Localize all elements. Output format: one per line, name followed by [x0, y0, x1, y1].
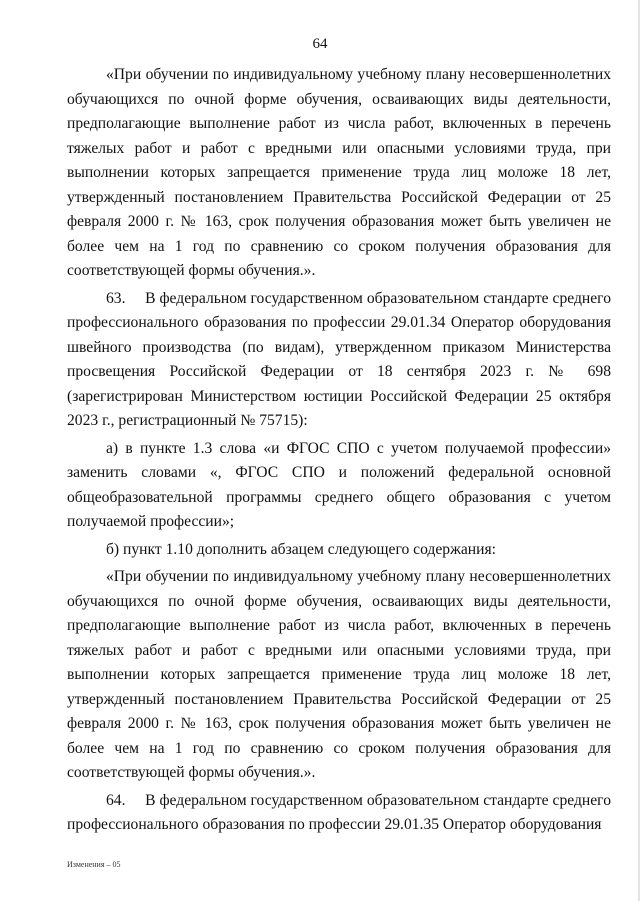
page-number: 64 [312, 36, 328, 52]
footer-note: Изменения – 05 [67, 860, 121, 869]
paragraph-quote-amendment-1: «При обучении по индивидуальному учебному плану несовершеннолетних обучающихся по очной форме обучения, осваивающих виды деятельности, предполагающие выполнение работ из числа работ, включенных в перечень тяжелых работ и работ с вредными или опасными условиями труда, при выполнении которых запрещается применение труда лиц моложе 18 лет, утвержденный постановлением Правительства Российской Федерации от 25 февраля 2000 г. № 163, срок получения образования может быть увеличен не более чем на 1 год по сравнению со сроком получения образования для соответствующей формы обучения.». [67, 66, 611, 279]
paragraph-item-63: 63. В федеральном государственном образовательном стандарте среднего профессионального образования по профессии 29.01.34 Оператор оборудования швейного производства (по видам), утвержденном приказом Министерства просвещения Российской Федерации от 18 сентября 2023 г. № 698 (зарегистрирован Министерством юстиции Российской Федерации 25 октября 2023 г., регистрационный № 75715): [67, 289, 611, 429]
paragraph-subitem-a: а) в пункте 1.3 слова «и ФГОС СПО с учетом получаемой профессии» заменить словами «, ФГОС СПО и положений федеральной основной общеобразовательной программы среднего общего образования с учетом получаемой профессии»; [67, 439, 611, 530]
document-body [67, 63, 611, 841]
paragraph-item-64: 64. В федеральном государственном образовательном стандарте среднего профессионального образования по профессии 29.01.35 Оператор оборудования [67, 791, 611, 833]
paragraph-quote-amendment-2: «При обучении по индивидуальному учебному плану несовершеннолетних обучающихся по очной форме обучения, осваивающих виды деятельности, предполагающие выполнение работ из числа работ, включенных в перечень тяжелых работ и работ с вредными или опасными условиями труда, при выполнении которых запрещается применение труда лиц моложе 18 лет, утвержденный постановлением Правительства Российской Федерации от 25 февраля 2000 г. № 163, срок получения образования может быть увеличен не более чем на 1 год по сравнению со сроком получения образования для соответствующей формы обучения.». [67, 568, 611, 781]
paragraph-subitem-b: б) пункт 1.10 дополнить абзацем следующего содержания: [106, 540, 496, 558]
